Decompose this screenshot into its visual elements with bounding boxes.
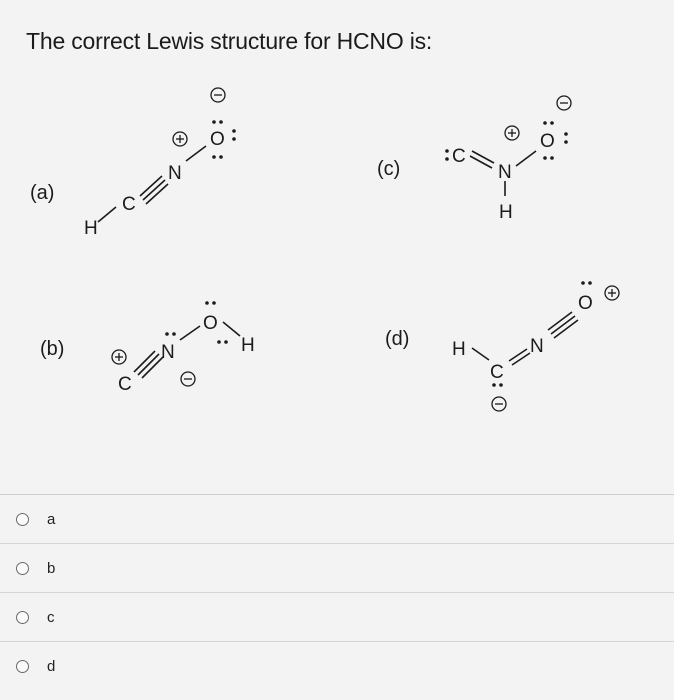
structure-label-a: (a) — [30, 182, 55, 204]
option-d-label: d — [47, 657, 56, 675]
bond-b-o-h — [223, 322, 240, 336]
atom-d-c: C — [490, 362, 504, 383]
atom-a-o: O — [210, 129, 225, 150]
bond-b-c-n-triple — [134, 351, 163, 378]
bond-d-n-o-triple — [548, 312, 578, 338]
atom-a-h: H — [84, 218, 98, 239]
structure-label-c: (c) — [377, 158, 401, 180]
bond-a-c-n-triple — [140, 176, 168, 204]
structure-c — [445, 96, 571, 223]
atom-a-c: C — [122, 194, 136, 215]
atom-c-o: O — [540, 131, 555, 152]
radio-option-b[interactable] — [16, 562, 29, 575]
atom-b-o: O — [203, 313, 218, 334]
structure-d — [452, 281, 619, 411]
atom-c-h: H — [499, 202, 513, 223]
structure-label-d: (d) — [385, 328, 410, 350]
structure-a — [84, 88, 236, 239]
lone-pair-d-c — [492, 383, 503, 387]
structure-label-b: (b) — [40, 338, 65, 360]
bond-d-h-c — [472, 348, 489, 360]
lone-pair-c-c — [445, 149, 449, 161]
atom-b-h: H — [241, 335, 255, 356]
option-d[interactable] — [0, 641, 674, 690]
plus-charge-icon — [173, 132, 187, 146]
radio-option-d[interactable] — [16, 660, 29, 673]
structure-b — [112, 301, 255, 395]
atom-b-c: C — [118, 374, 132, 395]
atom-c-c: C — [452, 146, 466, 167]
minus-charge-icon — [211, 88, 225, 102]
lone-pair-d-o — [581, 281, 592, 285]
atom-d-o: O — [578, 293, 593, 314]
minus-charge-icon — [492, 397, 506, 411]
bond-d-c-n-double — [509, 349, 530, 365]
minus-charge-icon — [557, 96, 571, 110]
bond-c-n-o — [516, 151, 536, 166]
radio-option-a[interactable] — [16, 513, 29, 526]
question-title: The correct Lewis structure for HCNO is: — [26, 28, 433, 54]
answer-options — [0, 494, 674, 690]
lone-pair-b-n — [165, 332, 176, 336]
atom-d-h: H — [452, 339, 466, 360]
atom-b-n: N — [161, 342, 175, 363]
option-c[interactable] — [0, 592, 674, 641]
minus-charge-icon — [181, 372, 195, 386]
atom-d-n: N — [530, 336, 544, 357]
radio-option-c[interactable] — [16, 611, 29, 624]
atom-a-n: N — [168, 163, 182, 184]
bond-c-c-n-double — [470, 151, 494, 168]
option-c-label: c — [47, 608, 55, 626]
bond-a-h-c — [98, 207, 116, 222]
option-b[interactable] — [0, 543, 674, 592]
option-a-label: a — [47, 510, 56, 528]
plus-charge-icon — [605, 286, 619, 300]
atom-c-n: N — [498, 162, 512, 183]
option-a[interactable] — [0, 494, 674, 543]
plus-charge-icon — [505, 126, 519, 140]
bond-b-n-o — [180, 326, 200, 340]
option-b-label: b — [47, 559, 56, 577]
bond-a-n-o — [186, 146, 206, 161]
plus-charge-icon — [112, 350, 126, 364]
